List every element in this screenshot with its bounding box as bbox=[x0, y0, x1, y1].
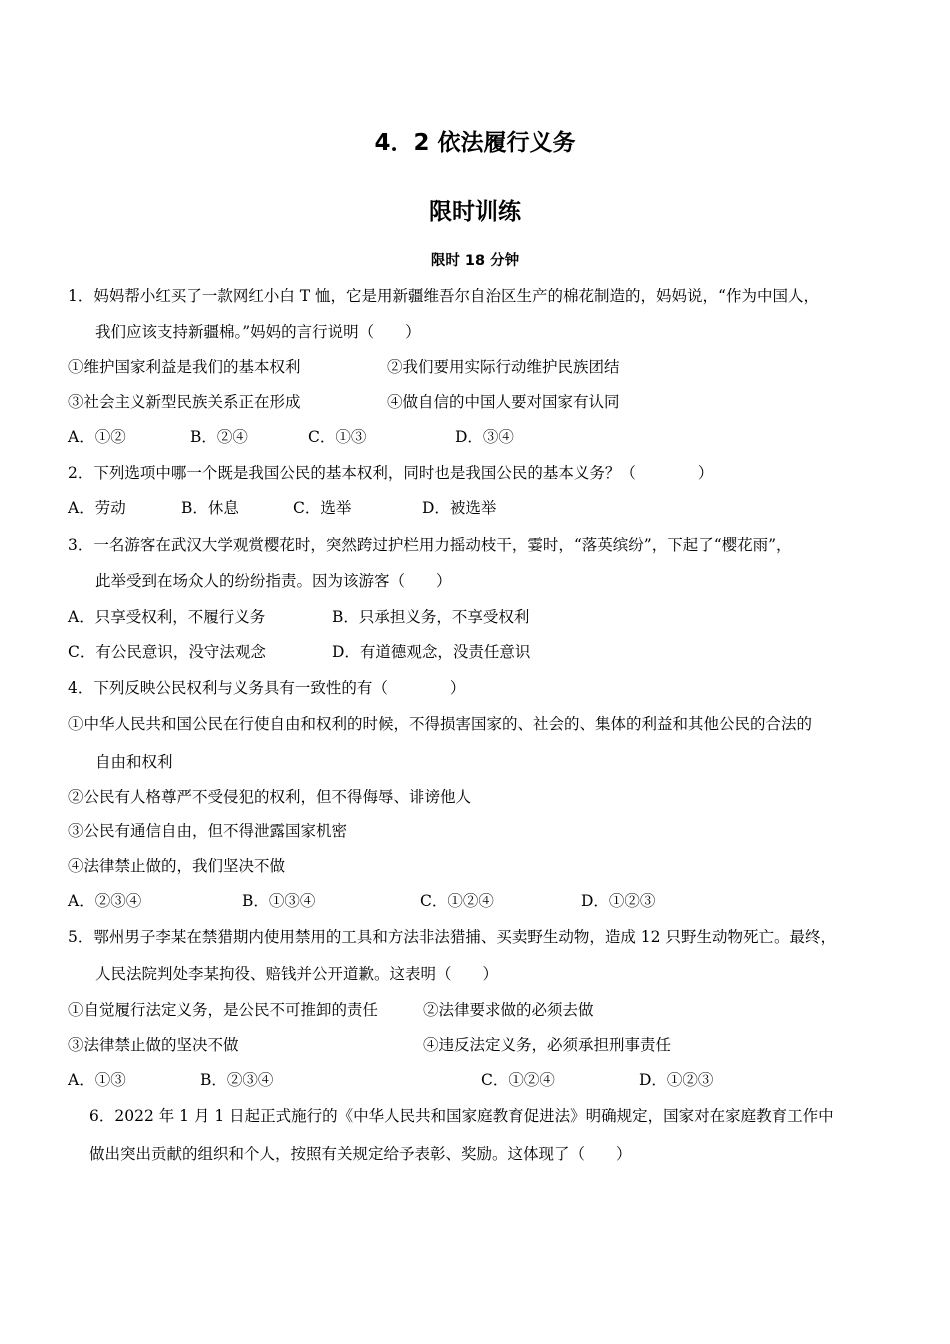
statement: ①维护国家利益是我们的基本权利 bbox=[68, 358, 301, 376]
option-b: B．休息 bbox=[181, 499, 239, 517]
question-stem: 此举受到在场众人的纷纷指责。因为该游客（ ） bbox=[95, 572, 452, 590]
statement: ③公民有通信自由，但不得泄露国家机密 bbox=[68, 822, 348, 840]
question-stem: 我们应该支持新疆棉。”妈妈的言行说明（ ） bbox=[95, 323, 421, 341]
time-limit: 限时 18 分钟 bbox=[430, 253, 520, 269]
option-b: B．②③④ bbox=[200, 1071, 274, 1089]
option-c: C．①②④ bbox=[481, 1071, 555, 1089]
question-stem: 做出突出贡献的组织和个人，按照有关规定给予表彰、奖励。这体现了（ ） bbox=[89, 1145, 632, 1163]
option-d: D．被选举 bbox=[422, 499, 497, 517]
statement: ②法律要求做的必须去做 bbox=[423, 1001, 594, 1019]
statement: ②公民有人格尊严不受侵犯的权利，但不得侮辱、诽谤他人 bbox=[68, 788, 472, 806]
option-a: A．①② bbox=[68, 428, 126, 446]
option-b: B．②④ bbox=[190, 428, 248, 446]
option-c: C．有公民意识，没守法观念 bbox=[68, 643, 266, 661]
question-stem: 人民法院判处李某拘役、赔钱并公开道歉。这表明（ ） bbox=[95, 965, 499, 983]
statement: ①中华人民共和国公民在行使自由和权利的时候，不得损害国家的、社会的、集体的利益和其他公民的合法的 bbox=[68, 715, 813, 733]
statement-continued: 自由和权利 bbox=[95, 753, 173, 771]
option-d: D．③④ bbox=[455, 428, 514, 446]
statement: ④法律禁止做的，我们坚决不做 bbox=[68, 857, 286, 875]
option-d: D．有道德观念，没责任意识 bbox=[332, 643, 531, 661]
option-b: B．只承担义务，不享受权利 bbox=[332, 608, 530, 626]
option-a: A．劳动 bbox=[68, 499, 126, 517]
option-c: C．①③ bbox=[308, 428, 367, 446]
question-stem: 1．妈妈帮小红买了一款网红小白 T 恤，它是用新疆维吾尔自治区生产的棉花制造的，妈妈说，“作为中国人， bbox=[68, 287, 819, 305]
question-stem: 4．下列反映公民权利与义务具有一致性的有（ ） bbox=[68, 679, 466, 697]
page-title: 4．2 依法履行义务 bbox=[374, 130, 576, 156]
statement: ④做自信的中国人要对国家有认同 bbox=[387, 393, 620, 411]
statement: ②我们要用实际行动维护民族团结 bbox=[387, 358, 620, 376]
statement: ③法律禁止做的坚决不做 bbox=[68, 1036, 239, 1054]
statement: ③社会主义新型民族关系正在形成 bbox=[68, 393, 301, 411]
option-a: A．只享受权利，不履行义务 bbox=[68, 608, 266, 626]
question-stem: 2．下列选项中哪一个既是我国公民的基本权利，同时也是我国公民的基本义务？（ ） bbox=[68, 464, 714, 482]
statement: ①自觉履行法定义务，是公民不可推卸的责任 bbox=[68, 1001, 379, 1019]
option-a: A．②③④ bbox=[68, 892, 142, 910]
option-c: C．①②④ bbox=[420, 892, 494, 910]
option-a: A．①③ bbox=[68, 1071, 126, 1089]
question-stem: 5．鄂州男子李某在禁猎期内使用禁用的工具和方法非法猎捕、买卖野生动物，造成 12 只野生动物死亡。最终， bbox=[68, 928, 836, 946]
option-b: B．①③④ bbox=[242, 892, 316, 910]
page-subtitle: 限时训练 bbox=[429, 199, 521, 225]
statement: ④违反法定义务，必须承担刑事责任 bbox=[423, 1036, 672, 1054]
question-stem: 6．2022 年 1 月 1 日起正式施行的《中华人民共和国家庭教育促进法》明确规定，国家对在家庭教育工作中 bbox=[89, 1107, 834, 1125]
option-d: D．①②③ bbox=[639, 1071, 714, 1089]
option-d: D．①②③ bbox=[581, 892, 656, 910]
question-stem: 3．一名游客在武汉大学观赏樱花时，突然跨过护栏用力摇动枝干，霎时，“落英缤纷”，下起了“樱花雨”， bbox=[68, 536, 792, 554]
option-c: C．选举 bbox=[293, 499, 352, 517]
